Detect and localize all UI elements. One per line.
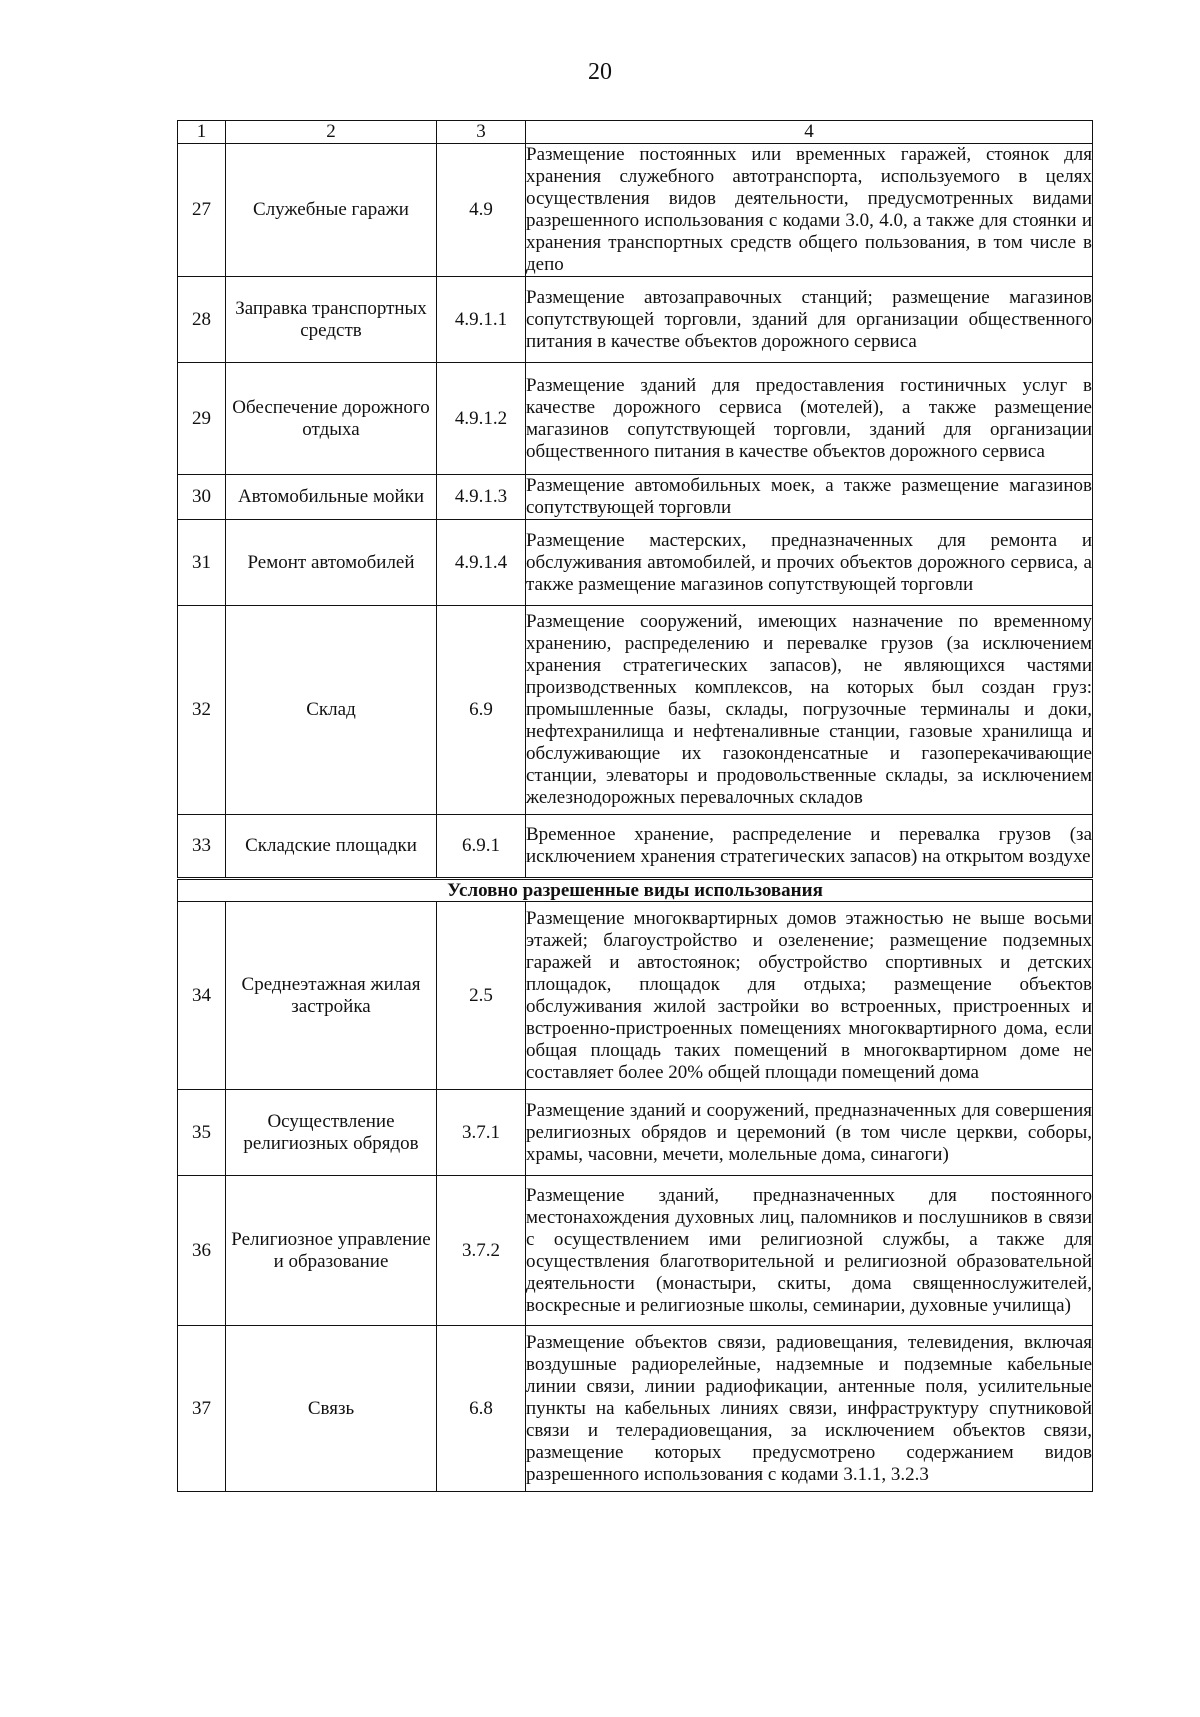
land-use-description: Размещение сооружений, имеющих назначение по временному хранению, распределению и перевалке грузов (за исключением хранения стратегических запасов), не являющихся частями производственных комплексов, на которых был создан груз: промышленные базы, склады, погрузочные терминалы и доки, нефтехранилища и нефтеналивные станции, газовые хранилища и обслуживающие их газоконденсатные и газоперекачивающие станции, элеваторы и продовольственные склады, за исключением железнодорожных перевалочных складов [526, 606, 1093, 815]
land-use-table [177, 120, 1093, 1492]
table-row [178, 1326, 1093, 1492]
land-use-name: Ремонт автомобилей [226, 520, 437, 606]
land-use-name: Религиозное управление и образование [226, 1176, 437, 1326]
column-header-description: 4 [526, 121, 1093, 144]
land-use-code: 6.9 [437, 606, 526, 815]
land-use-description: Размещение многоквартирных домов этажностью не выше восьми этажей; благоустройство и озеленение; размещение подземных гаражей и автостоянок; обустройство спортивных и детских площадок, площадок для отдыха; размещение объектов обслуживания жилой застройки во встроенных, пристроенных и встроенно-пристроенных помещениях многоквартирного дома, если общая площадь таких помещений в многоквартирном доме не составляет более 20% общей площади помещений дома [526, 902, 1093, 1090]
table-row [178, 520, 1093, 606]
land-use-code: 3.7.2 [437, 1176, 526, 1326]
land-use-code: 4.9.1.3 [437, 475, 526, 520]
row-number: 29 [178, 363, 226, 475]
row-number: 30 [178, 475, 226, 520]
row-number: 37 [178, 1326, 226, 1492]
column-header-number: 1 [178, 121, 226, 144]
table-row [178, 606, 1093, 815]
land-use-description: Размещение мастерских, предназначенных для ремонта и обслуживания автомобилей, и прочих объектов дорожного сервиса, а также размещение магазинов сопутствующей торговли [526, 520, 1093, 606]
table-row [178, 1176, 1093, 1326]
land-use-code: 4.9 [437, 144, 526, 277]
table-row [178, 1090, 1093, 1176]
row-number: 32 [178, 606, 226, 815]
land-use-name: Осуществление религиозных обрядов [226, 1090, 437, 1176]
row-number: 31 [178, 520, 226, 606]
land-use-description: Размещение автозаправочных станций; размещение магазинов сопутствующей торговли, зданий для организации общественного питания в качестве объектов дорожного сервиса [526, 277, 1093, 363]
land-use-code: 4.9.1.2 [437, 363, 526, 475]
row-number: 27 [178, 144, 226, 277]
table-row [178, 277, 1093, 363]
land-use-code: 3.7.1 [437, 1090, 526, 1176]
land-use-description: Размещение зданий, предназначенных для постоянного местонахождения духовных лиц, паломников и послушников в связи с осуществлением ими религиозной службы, а также для осуществления благотворительной и религиозной образовательной деятельности (монастыри, скиты, дома священнослужителей, воскресные и религиозные школы, семинарии, духовные училища) [526, 1176, 1093, 1326]
land-use-code: 2.5 [437, 902, 526, 1090]
land-use-name: Обеспечение дорожного отдыха [226, 363, 437, 475]
column-header-code: 3 [437, 121, 526, 144]
table-row [178, 144, 1093, 277]
land-use-description: Размещение зданий и сооружений, предназначенных для совершения религиозных обрядов и церемоний (в том числе церкви, соборы, храмы, часовни, мечети, молельные дома, синагоги) [526, 1090, 1093, 1176]
land-use-description: Размещение зданий для предоставления гостиничных услуг в качестве дорожного сервиса (мотелей), а также размещение магазинов сопутствующей торговли, зданий для организации общественного питания в качестве объектов дорожного сервиса [526, 363, 1093, 475]
row-number: 34 [178, 902, 226, 1090]
table-row [178, 475, 1093, 520]
column-header-name: 2 [226, 121, 437, 144]
table-header-row [178, 121, 1093, 144]
land-use-name: Автомобильные мойки [226, 475, 437, 520]
table-row [178, 902, 1093, 1090]
row-number: 36 [178, 1176, 226, 1326]
land-use-name: Склад [226, 606, 437, 815]
land-use-name: Связь [226, 1326, 437, 1492]
row-number: 33 [178, 815, 226, 879]
row-number: 35 [178, 1090, 226, 1176]
section-header-row [178, 879, 1093, 902]
land-use-code: 4.9.1.1 [437, 277, 526, 363]
land-use-name: Заправка транспортных средств [226, 277, 437, 363]
row-number: 28 [178, 277, 226, 363]
table-row [178, 815, 1093, 879]
land-use-code: 4.9.1.4 [437, 520, 526, 606]
land-use-name: Среднеэтажная жилая застройка [226, 902, 437, 1090]
page-number: 20 [588, 59, 612, 85]
land-use-description: Размещение автомобильных моек, а также размещение магазинов сопутствующей торговли [526, 475, 1092, 518]
land-use-description: Размещение объектов связи, радиовещания, телевидения, включая воздушные радиорелейные, надземные и подземные кабельные линии связи, линии радиофикации, антенные поля, усилительные пункты на кабельных линиях связи, инфраструктуру спутниковой связи и телерадиовещания, за исключением объектов связи, размещение которых предусмотрено содержанием видов разрешенного использования с кодами 3.1.1, 3.2.3 [526, 1326, 1093, 1492]
land-use-code: 6.8 [437, 1326, 526, 1492]
land-use-description: Временное хранение, распределение и перевалка грузов (за исключением хранения стратегических запасов) на открытом воздухе [526, 815, 1093, 879]
land-use-name: Складские площадки [226, 815, 437, 879]
table-row [178, 363, 1093, 475]
land-use-name: Служебные гаражи [226, 144, 437, 277]
land-use-code: 6.9.1 [437, 815, 526, 879]
section-title: Условно разрешенные виды использования [178, 879, 1093, 902]
land-use-description: Размещение постоянных или временных гаражей, стоянок для хранения служебного автотранспорта, используемого в целях осуществления видов деятельности, предусмотренных видами разрешенного использования с кодами 3.0, 4.0, а также для стоянки и хранения транспортных средств общего пользования, в том числе в депо [526, 144, 1092, 275]
